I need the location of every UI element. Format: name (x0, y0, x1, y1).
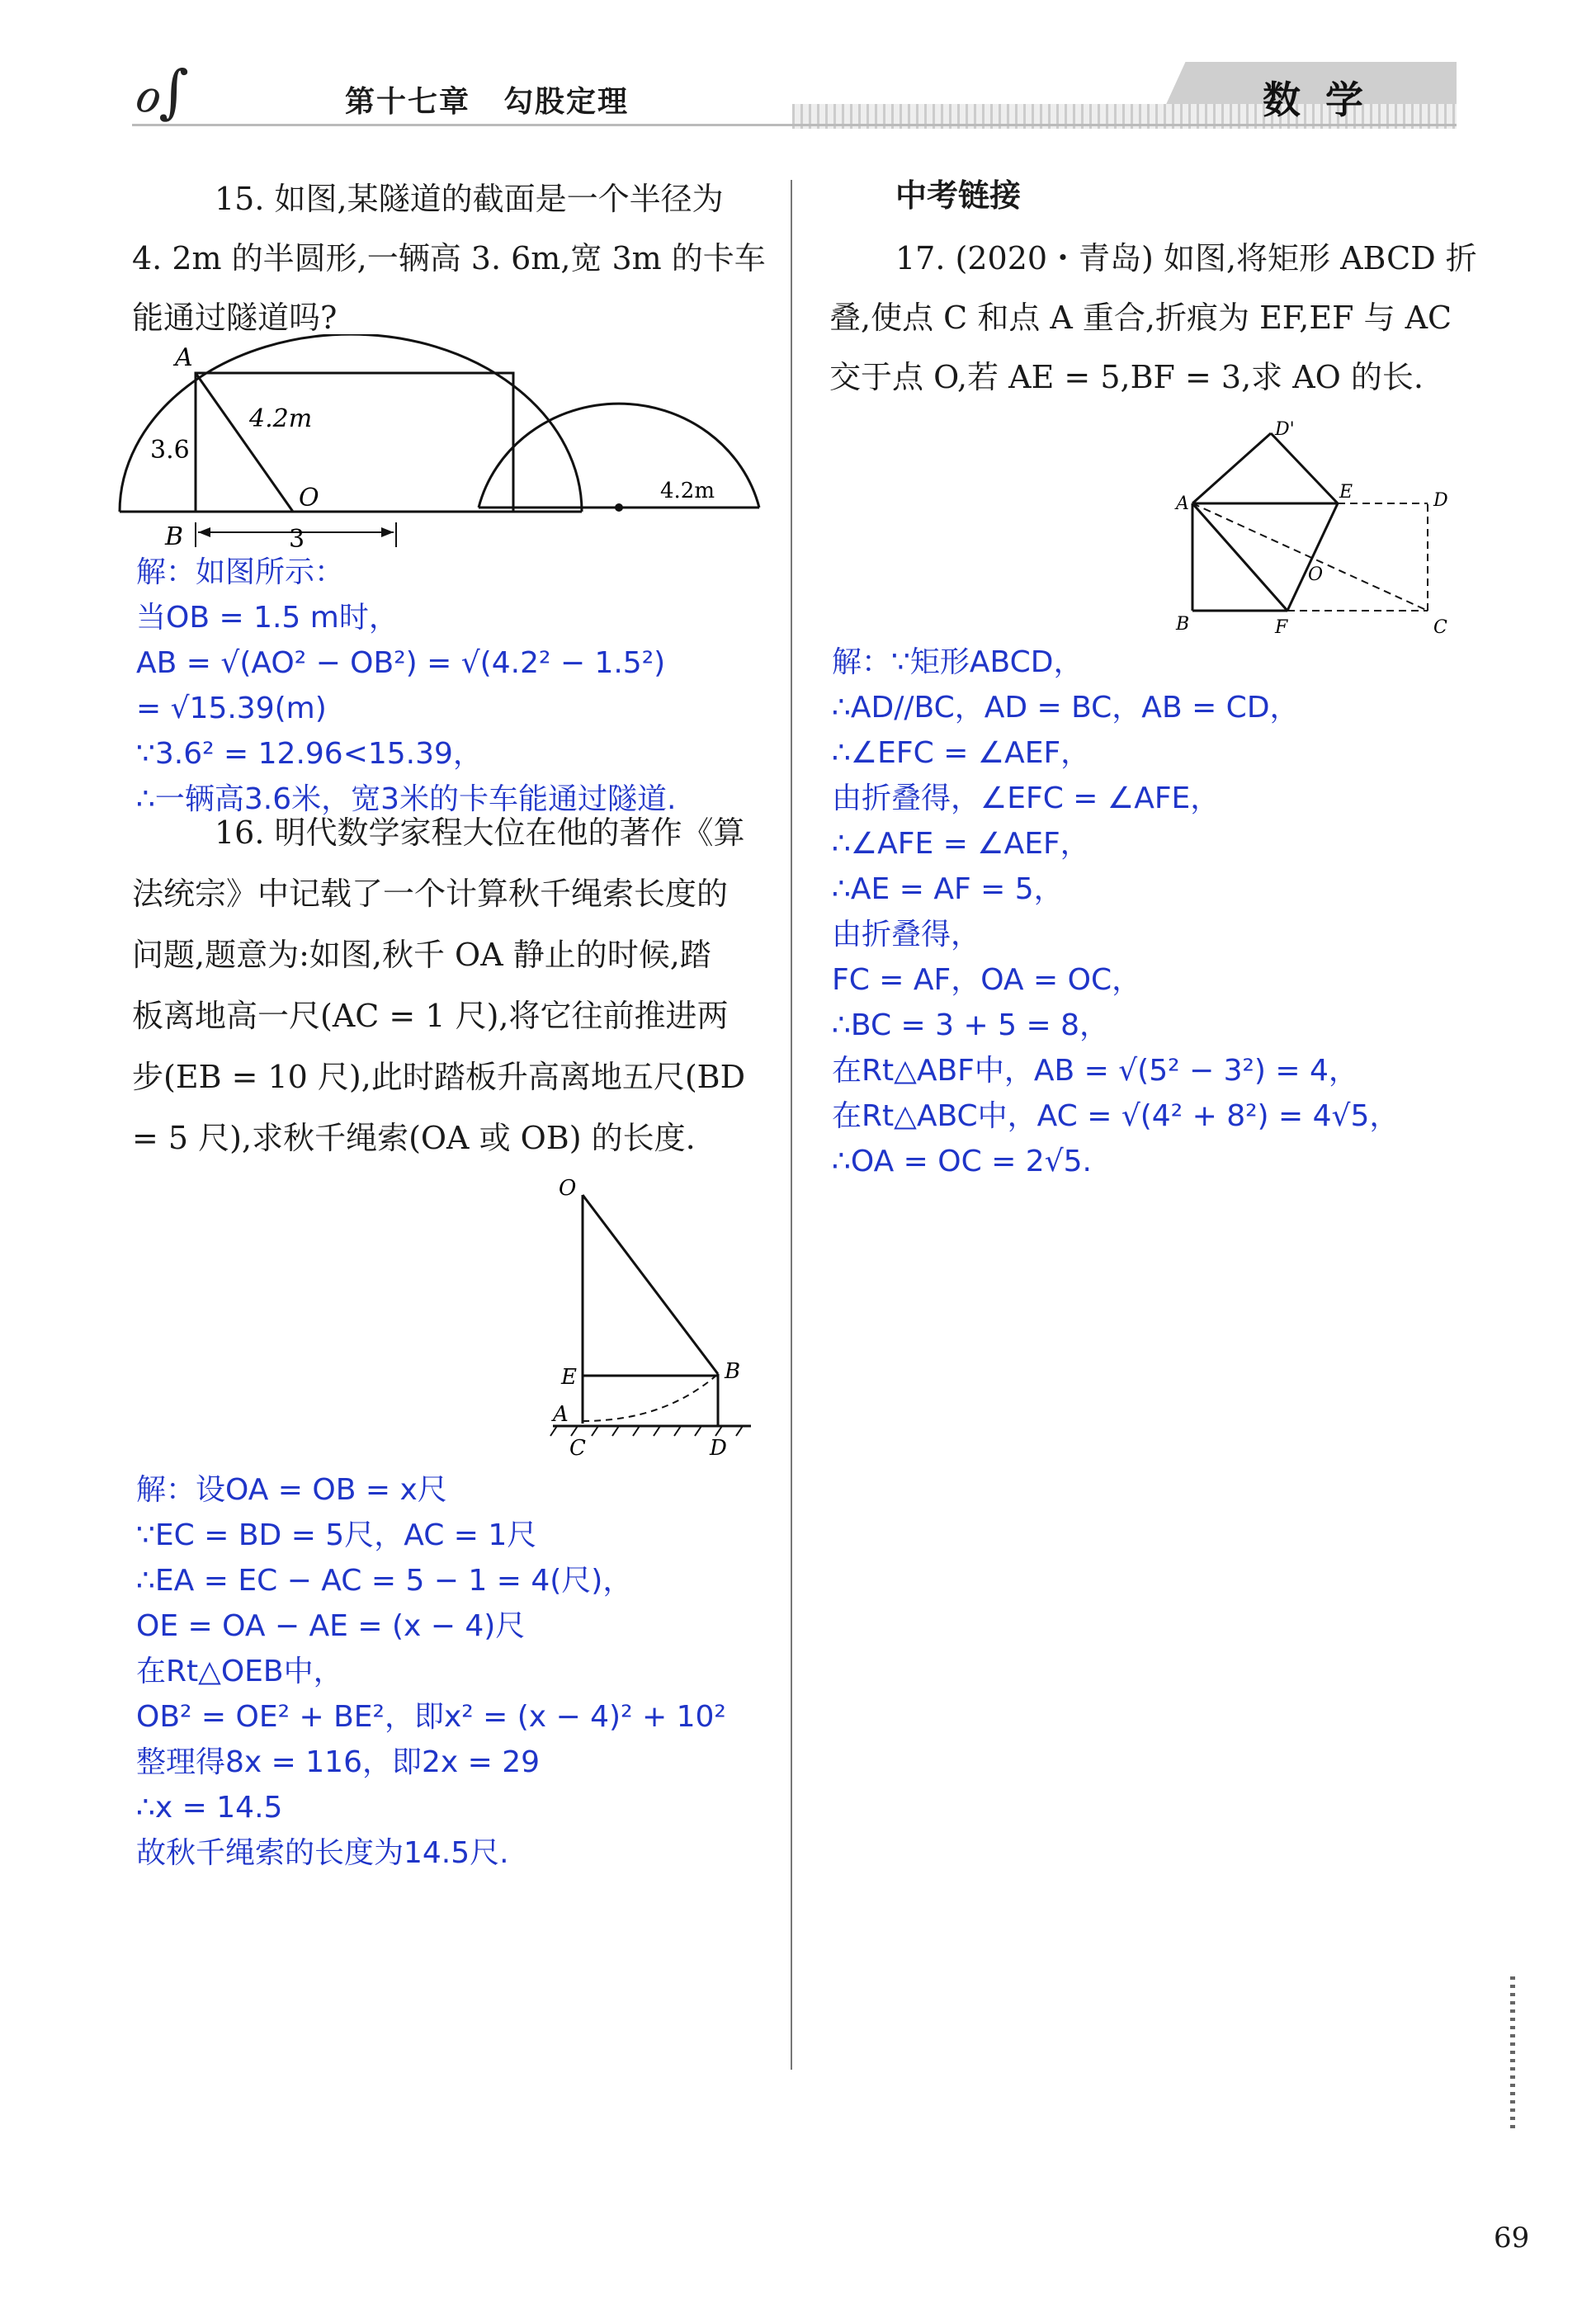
folded-DE (1271, 433, 1338, 503)
hatch-10 (736, 1426, 743, 1436)
arrow-right-icon (381, 527, 394, 537)
q17-answer-5: ∴∠AFE = ∠AEF， (832, 827, 1090, 861)
page-number: 69 (1494, 2222, 1530, 2255)
hatch-6 (654, 1426, 660, 1436)
q16-answer-6: OB² = OE² + BE²，即x² = (x − 4)² + 10² (136, 1700, 726, 1734)
q16-answer-2: ∵EC = BD = 5尺，AC = 1尺 (136, 1518, 537, 1552)
q16-line-2: 法统宗》中记载了一个计算秋千绳索长度的 (132, 876, 729, 912)
label-E: E (561, 1365, 577, 1390)
q16-answer-5: 在Rt△OEB中， (136, 1655, 343, 1688)
label-B: B (1176, 614, 1190, 635)
q17-line-1: 17. (2020・青岛) 如图,将矩形 ABCD 折 (895, 240, 1477, 276)
q17-line-2: 叠,使点 C 和点 A 重合,折痕为 EF,EF 与 AC (829, 300, 1452, 336)
hatch-5 (633, 1426, 640, 1436)
q17-answer-2: ∴AD//BC，AD = BC，AB = CD， (832, 691, 1300, 725)
q16-answer-8: ∴x = 14.5 (136, 1791, 283, 1825)
q17-line-3: 交于点 O,若 AE = 5,BF = 3,求 AO 的长. (829, 359, 1424, 395)
q17-answer-11: 在Rt△ABC中，AC = √(4² + 8²) = 4√5， (832, 1099, 1400, 1133)
label-D-prime: D' (1275, 419, 1295, 440)
subject-label: 数学 (1263, 78, 1388, 122)
column-divider (791, 180, 792, 2070)
header-logo-icon: ℴ∫ (132, 58, 189, 125)
label-A: A (553, 1402, 569, 1427)
q15-answer-3: AB = √(AO² − OB²) = √(4.2² − 1.5²) (136, 646, 666, 680)
q17-answer-9: ∴BC = 3 + 5 = 8， (832, 1008, 1109, 1042)
margin-dots (1510, 1976, 1515, 2129)
q15-line-2: 4. 2m 的半圆形,一辆高 3. 6m,宽 3m 的卡车 (132, 240, 766, 276)
q17-answer-1: 解：∵矩形ABCD， (832, 645, 1084, 679)
q16-answer-9: 故秋千绳索的长度为14.5尺. (136, 1836, 509, 1870)
swing-arc (583, 1374, 718, 1421)
label-width: 3 (289, 525, 305, 553)
label-A: A (175, 343, 193, 372)
label-C: C (1433, 617, 1447, 638)
hatch-2 (571, 1426, 578, 1436)
q17-answer-8: FC = AF，OA = OC， (832, 963, 1142, 997)
q17-answer-12: ∴OA = OC = 2√5. (832, 1145, 1092, 1178)
hatch-8 (695, 1426, 701, 1436)
label-B: B (725, 1359, 741, 1384)
q16-line-6: = 5 尺),求秋千绳索(OA 或 OB) 的长度. (132, 1120, 696, 1156)
q15-answer-1: 解：如图所示： (136, 555, 345, 589)
q16-answer-3: ∴EA = EC − AC = 5 − 1 = 4(尺)， (136, 1564, 633, 1598)
arrow-left-icon (198, 527, 210, 537)
hatch-3 (592, 1426, 598, 1436)
q15-line-3: 能通过隧道吗? (132, 300, 338, 336)
label-C: C (569, 1436, 586, 1461)
label-O: O (559, 1176, 577, 1201)
q15-figure (116, 334, 776, 553)
q15-line-1: 15. 如图,某隧道的截面是一个半径为 (215, 181, 724, 217)
crease-EF (1287, 503, 1338, 611)
q16-answer-7: 整理得8x = 116，即2x = 29 (136, 1745, 541, 1779)
radius-line (196, 373, 293, 512)
q16-answer-1: 解：设OA = OB = x尺 (136, 1473, 447, 1507)
q17-answer-6: ∴AE = AF = 5， (832, 872, 1064, 906)
q17-answer-3: ∴∠EFC = ∠AEF， (832, 736, 1091, 770)
q16-line-3: 问题,题意为:如图,秋千 OA 静止的时候,踏 (132, 937, 711, 973)
q16-line-5: 步(EB = 10 尺),此时踏板升高离地五尺(BD (132, 1059, 746, 1095)
q17-answer-7: 由折叠得， (832, 918, 981, 951)
label-height: 3.6 (150, 436, 190, 465)
q15-answer-4: = √15.39(m) (136, 692, 327, 725)
chapter-title: 勾股定理 (503, 84, 630, 119)
hatch-4 (612, 1426, 619, 1436)
label-O: O (299, 484, 319, 512)
label-D: D (1433, 490, 1448, 511)
q15-answer-5: ∵3.6² = 12.96<15.39， (136, 737, 483, 771)
q16-line-4: 板离地高一尺(AC = 1 尺),将它往前推进两 (132, 998, 729, 1034)
q15-answer-2: 当OB = 1.5 m时， (136, 601, 399, 635)
label-A: A (1176, 493, 1189, 514)
chapter-heading (345, 78, 662, 120)
hatch-7 (674, 1426, 681, 1436)
q15-answer-6: ∴一辆高3.6米，宽3米的卡车能通过隧道. (136, 782, 677, 816)
label-F: F (1275, 617, 1288, 638)
diagonal-AC (1192, 503, 1428, 611)
center-point (615, 503, 623, 512)
hatch-9 (715, 1426, 722, 1436)
rope-OB (583, 1195, 718, 1374)
chapter-number: 第十七章 (345, 84, 471, 119)
label-E: E (1339, 482, 1353, 503)
q16-answer-4: OE = OA − AE = (x − 4)尺 (136, 1609, 526, 1643)
q16-line-1: 16. 明代数学家程大位在他的著作《算 (215, 815, 745, 851)
q17-answer-10: 在Rt△ABF中，AB = √(5² − 3²) = 4， (832, 1054, 1358, 1088)
section-title: 中考链接 (895, 177, 1022, 214)
label-radius-2: 4.2m (660, 479, 715, 503)
hatch-1 (550, 1426, 557, 1436)
label-radius: 4.2m (249, 404, 313, 433)
tunnel-arc-2 (479, 404, 759, 508)
label-O: O (1308, 564, 1324, 585)
header-rule (132, 124, 1457, 126)
segment-AF (1192, 503, 1287, 611)
label-D: D (710, 1436, 727, 1461)
q17-figure (1168, 417, 1473, 648)
q16-figure (541, 1172, 763, 1469)
folded-AD (1192, 433, 1271, 503)
label-B: B (165, 522, 184, 551)
q17-answer-4: 由折叠得，∠EFC = ∠AFE， (832, 781, 1221, 815)
